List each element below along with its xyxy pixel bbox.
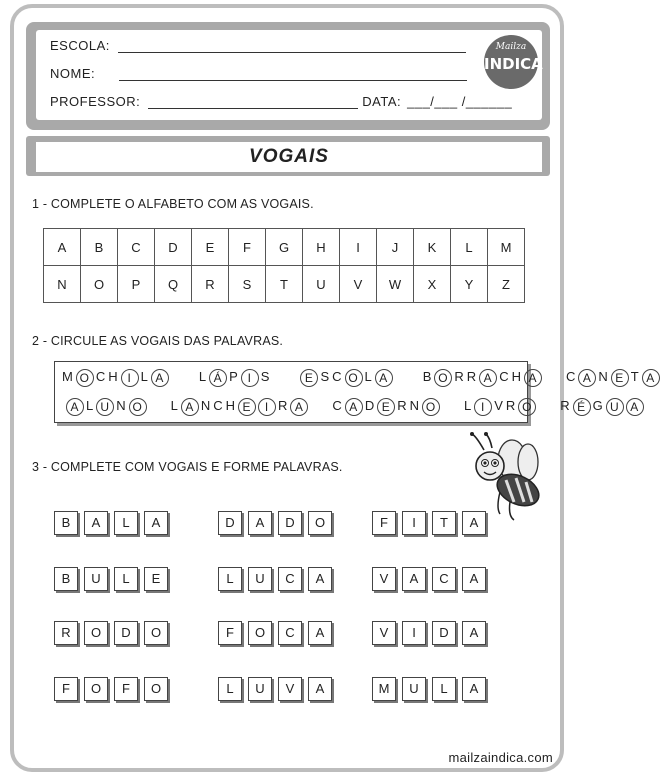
alphabet-cell[interactable]: V: [340, 266, 377, 303]
circled-vowel[interactable]: Á: [209, 369, 227, 387]
consonant: P: [229, 369, 239, 384]
question-3: 3 - COMPLETE COM VOGAIS E FORME PALAVRAS.: [32, 460, 343, 474]
consonant: S: [260, 369, 271, 384]
circled-vowel[interactable]: I: [258, 398, 276, 416]
alphabet-cell[interactable]: E: [192, 229, 229, 266]
letter-tile[interactable]: E: [144, 567, 168, 591]
alphabet-cell[interactable]: J: [377, 229, 414, 266]
alphabet-cell[interactable]: D: [155, 229, 192, 266]
letter-tile[interactable]: V: [278, 677, 302, 701]
circled-vowel[interactable]: A: [290, 398, 308, 416]
consonant: L: [170, 398, 179, 413]
letter-tile[interactable]: B: [54, 511, 78, 535]
letter-tile[interactable]: U: [84, 567, 108, 591]
consonant: C: [95, 369, 107, 384]
circled-vowel[interactable]: A: [626, 398, 644, 416]
consonant: N: [409, 398, 420, 413]
circled-vowel[interactable]: E: [300, 369, 318, 387]
consonant: D: [364, 398, 376, 413]
consonant: H: [225, 398, 237, 413]
professor-label: PROFESSOR:: [50, 94, 141, 109]
alphabet-cell[interactable]: I: [340, 229, 377, 266]
alphabet-cell[interactable]: K: [414, 229, 451, 266]
letter-tile[interactable]: A: [462, 677, 486, 701]
circled-vowel[interactable]: E: [238, 398, 256, 416]
question-1: 1 - COMPLETE O ALFABETO COM AS VOGAIS.: [32, 197, 314, 211]
tile-word: [54, 621, 174, 645]
word-to-circle: [331, 398, 441, 416]
consonant: C: [499, 369, 510, 384]
logo-top-text: Mailza: [495, 42, 527, 52]
logo-bottom-text: INDICA: [484, 55, 543, 73]
tile-word: [54, 677, 174, 701]
letter-tile[interactable]: A: [144, 511, 168, 535]
alphabet-row: [44, 266, 525, 303]
alphabet-cell[interactable]: T: [266, 266, 303, 303]
letter-tile[interactable]: D: [278, 511, 302, 535]
alphabet-cell[interactable]: Q: [155, 266, 192, 303]
letter-tile[interactable]: D: [218, 511, 242, 535]
circled-vowel[interactable]: A: [151, 369, 169, 387]
circled-vowel[interactable]: O: [518, 398, 536, 416]
circled-vowel[interactable]: I: [474, 398, 492, 416]
consonant: N: [116, 398, 127, 413]
consonant: L: [198, 369, 208, 384]
letter-tile[interactable]: R: [54, 621, 78, 645]
circled-vowel[interactable]: A: [375, 369, 393, 387]
letter-tile[interactable]: C: [432, 567, 456, 591]
consonant: H: [511, 369, 522, 384]
data-field[interactable]: ___/___ /______: [407, 94, 513, 109]
circled-vowel[interactable]: O: [345, 369, 363, 387]
letter-tile[interactable]: F: [372, 511, 396, 535]
letter-tile[interactable]: M: [372, 677, 396, 701]
tile-word: [372, 677, 492, 701]
letter-tile[interactable]: A: [462, 567, 486, 591]
letter-tile[interactable]: L: [218, 677, 242, 701]
alphabet-cell[interactable]: W: [377, 266, 414, 303]
letter-tile[interactable]: U: [402, 677, 426, 701]
letter-tile[interactable]: A: [402, 567, 426, 591]
letter-tile[interactable]: A: [84, 511, 108, 535]
letter-tile[interactable]: F: [54, 677, 78, 701]
letter-tile[interactable]: I: [402, 621, 426, 645]
mailza-logo: [484, 35, 543, 89]
circled-vowel[interactable]: I: [241, 369, 259, 387]
consonant: R: [466, 369, 478, 384]
letter-tile[interactable]: C: [278, 621, 302, 645]
consonant: V: [494, 398, 504, 413]
letter-tile[interactable]: L: [432, 677, 456, 701]
letter-tile[interactable]: A: [308, 621, 332, 645]
letter-tile[interactable]: D: [114, 621, 138, 645]
letter-tile[interactable]: C: [278, 567, 302, 591]
consonant: R: [505, 398, 517, 413]
consonant: G: [592, 398, 604, 413]
circled-vowel[interactable]: A: [642, 369, 660, 387]
alphabet-cell[interactable]: N: [44, 266, 81, 303]
consonant: M: [62, 369, 74, 384]
page-title: VOGAIS: [36, 142, 542, 172]
letter-tile[interactable]: V: [372, 621, 396, 645]
consonant: S: [320, 369, 331, 384]
circled-vowel[interactable]: E: [611, 369, 629, 387]
letter-tile[interactable]: I: [402, 511, 426, 535]
word-to-circle: [559, 398, 645, 416]
circled-vowel[interactable]: A: [345, 398, 363, 416]
header-inner: [36, 30, 542, 120]
letter-tile[interactable]: O: [84, 621, 108, 645]
tile-word: [218, 621, 338, 645]
alphabet-cell[interactable]: H: [303, 229, 340, 266]
tile-word: [218, 567, 338, 591]
tile-word: [218, 511, 338, 535]
consonant: C: [213, 398, 224, 413]
data-label: DATA:: [362, 94, 402, 109]
consonant: R: [397, 398, 408, 413]
letter-tile[interactable]: L: [114, 511, 138, 535]
alphabet-cell[interactable]: X: [414, 266, 451, 303]
nome-label: NOME:: [50, 66, 96, 81]
letter-tile[interactable]: L: [218, 567, 242, 591]
circled-vowel[interactable]: O: [76, 369, 94, 387]
consonant: N: [598, 369, 609, 384]
letter-tile[interactable]: A: [308, 677, 332, 701]
escola-field[interactable]: [118, 51, 466, 53]
circled-vowel[interactable]: U: [606, 398, 624, 416]
consonant: T: [630, 369, 640, 384]
letter-tile[interactable]: U: [248, 567, 272, 591]
letter-tile[interactable]: O: [248, 621, 272, 645]
words-row-2: [65, 398, 645, 416]
alphabet-table: [43, 228, 525, 303]
tile-word: [54, 511, 174, 535]
letter-tile[interactable]: O: [84, 677, 108, 701]
letter-tile[interactable]: A: [462, 511, 486, 535]
letter-tile[interactable]: A: [248, 511, 272, 535]
alphabet-cell[interactable]: Z: [488, 266, 525, 303]
word-to-circle: [422, 369, 543, 387]
words-box: [54, 361, 656, 423]
consonant: L: [463, 398, 473, 413]
letter-tile[interactable]: U: [248, 677, 272, 701]
circled-vowel[interactable]: O: [422, 398, 440, 416]
words-row-1: [61, 369, 661, 387]
footer-website[interactable]: mailzaindica.com: [448, 750, 553, 765]
tile-word: [372, 567, 492, 591]
alphabet-cell[interactable]: G: [266, 229, 303, 266]
circled-vowel[interactable]: I: [121, 369, 139, 387]
letter-tile[interactable]: F: [218, 621, 242, 645]
escola-label: ESCOLA:: [50, 38, 110, 53]
tile-word: [54, 567, 174, 591]
alphabet-cell[interactable]: Y: [451, 266, 488, 303]
word-to-circle: [299, 369, 393, 387]
bee-icon: [470, 432, 550, 524]
nome-row: [50, 66, 467, 81]
consonant: R: [278, 398, 289, 413]
letter-tile[interactable]: D: [432, 621, 456, 645]
letter-tile[interactable]: A: [462, 621, 486, 645]
circled-vowel[interactable]: A: [66, 398, 84, 416]
word-to-circle: [565, 369, 661, 387]
alphabet-cell[interactable]: A: [44, 229, 81, 266]
consonant: L: [140, 369, 149, 384]
tile-word: [218, 677, 338, 701]
letter-tile[interactable]: F: [114, 677, 138, 701]
word-to-circle: [198, 369, 272, 387]
circled-vowel[interactable]: É: [573, 398, 591, 416]
consonant: C: [565, 369, 577, 384]
nome-field[interactable]: [119, 79, 467, 81]
circled-vowel[interactable]: A: [181, 398, 199, 416]
letter-tile[interactable]: O: [144, 621, 168, 645]
professor-field[interactable]: [148, 107, 358, 109]
letter-tile[interactable]: L: [114, 567, 138, 591]
alphabet-cell[interactable]: C: [118, 229, 155, 266]
consonant: B: [422, 369, 433, 384]
letter-tile[interactable]: O: [144, 677, 168, 701]
consonant: L: [364, 369, 373, 384]
letter-tile[interactable]: O: [308, 511, 332, 535]
alphabet-cell[interactable]: S: [229, 266, 266, 303]
professor-row: [50, 94, 512, 109]
circled-vowel[interactable]: A: [524, 369, 542, 387]
tile-word: [372, 621, 492, 645]
circled-vowel[interactable]: A: [479, 369, 497, 387]
alphabet-cell[interactable]: M: [488, 229, 525, 266]
alphabet-cell[interactable]: B: [81, 229, 118, 266]
alphabet-cell[interactable]: O: [81, 266, 118, 303]
consonant: C: [332, 398, 343, 413]
word-to-circle: [61, 369, 170, 387]
consonant: R: [454, 369, 465, 384]
question-2: 2 - CIRCULE AS VOGAIS DAS PALAVRAS.: [32, 334, 284, 348]
word-to-circle: [170, 398, 310, 416]
consonant: N: [200, 398, 212, 413]
consonant: L: [86, 398, 95, 413]
circled-vowel[interactable]: O: [434, 369, 452, 387]
circled-vowel[interactable]: A: [578, 369, 596, 387]
alphabet-cell[interactable]: F: [229, 229, 266, 266]
letter-tile[interactable]: V: [372, 567, 396, 591]
circled-vowel[interactable]: E: [377, 398, 395, 416]
consonant: H: [108, 369, 119, 384]
alphabet-cell[interactable]: U: [303, 266, 340, 303]
escola-row: [50, 38, 466, 53]
alphabet-cell[interactable]: L: [451, 229, 488, 266]
circled-vowel[interactable]: O: [129, 398, 147, 416]
consonant: C: [332, 369, 343, 384]
circled-vowel[interactable]: U: [96, 398, 114, 416]
consonant: R: [560, 398, 571, 413]
word-to-circle: [65, 398, 148, 416]
letter-tile[interactable]: A: [308, 567, 332, 591]
alphabet-cell[interactable]: R: [192, 266, 229, 303]
word-to-circle: [463, 398, 537, 416]
letter-tile[interactable]: T: [432, 511, 456, 535]
alphabet-cell[interactable]: P: [118, 266, 155, 303]
alphabet-row: [44, 229, 525, 266]
letter-tile[interactable]: B: [54, 567, 78, 591]
